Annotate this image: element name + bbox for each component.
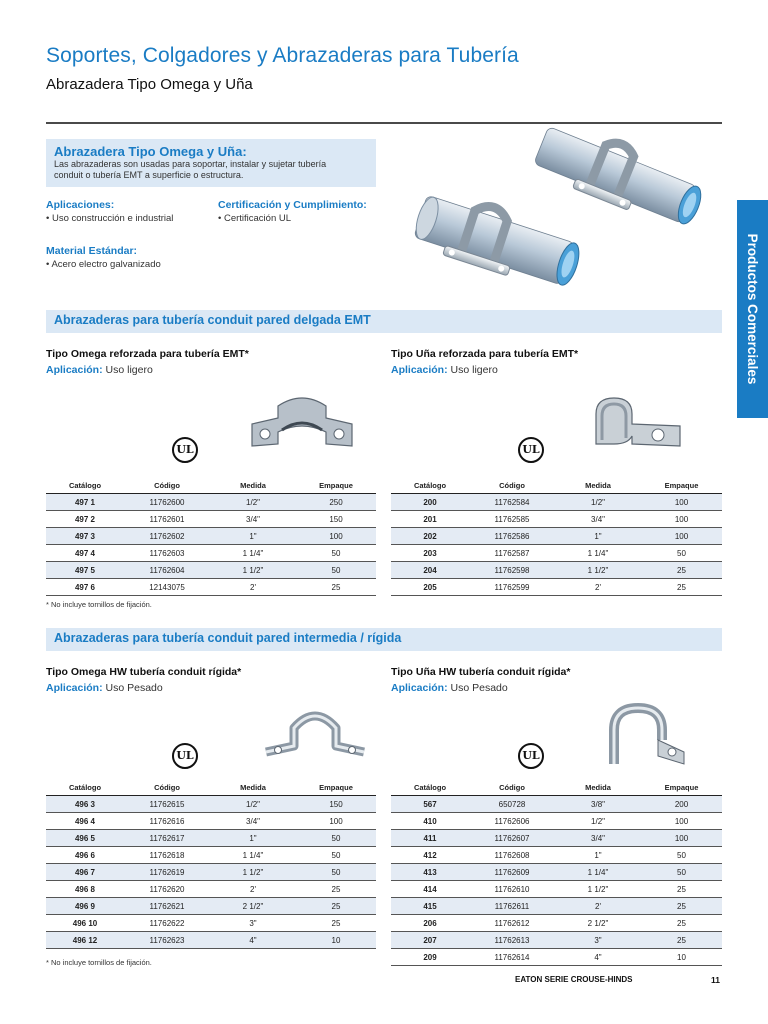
cell-empaque: 25 [641, 881, 722, 898]
cell-codigo: 11762621 [124, 898, 210, 915]
cell-codigo: 11762622 [124, 915, 210, 932]
cell-medida: 1 1/2" [555, 881, 641, 898]
ul-mark-icon: UL [172, 743, 198, 769]
cell-empaque: 50 [641, 847, 722, 864]
cell-medida: 3/8" [555, 796, 641, 813]
cell-catalogo: 496 10 [46, 915, 124, 932]
table-row [391, 494, 722, 511]
ul-mark-icon: UL [518, 437, 544, 463]
una-emt-clamp-image [588, 394, 686, 454]
una-hw-application [391, 682, 508, 694]
table-row [46, 579, 376, 596]
aplicaciones-block [46, 199, 173, 224]
cell-empaque: 10 [641, 949, 722, 966]
cell-empaque: 100 [641, 494, 722, 511]
cell-catalogo: 497 1 [46, 494, 124, 511]
cell-medida: 3" [210, 915, 296, 932]
table-row [391, 830, 722, 847]
col-empaque: Empaque [641, 478, 722, 494]
omega-hw-table [46, 780, 376, 949]
omega-hw-application [46, 682, 163, 694]
cell-empaque: 25 [296, 898, 376, 915]
table-row [391, 511, 722, 528]
table-row [46, 511, 376, 528]
col-medida: Medida [555, 478, 641, 494]
table-row [391, 864, 722, 881]
cell-catalogo: 414 [391, 881, 469, 898]
cell-empaque: 25 [296, 881, 376, 898]
col-catalogo: Catálogo [391, 780, 469, 796]
cell-codigo: 11762617 [124, 830, 210, 847]
col-medida: Medida [555, 780, 641, 796]
cell-catalogo: 207 [391, 932, 469, 949]
cell-medida: 1 1/4" [210, 545, 296, 562]
col-catalogo: Catálogo [391, 478, 469, 494]
table-row [391, 881, 722, 898]
una-emt-title: Tipo Uña reforzada para tubería EMT* [391, 348, 579, 360]
una-hw-clamp-image [598, 700, 688, 772]
cell-catalogo: 413 [391, 864, 469, 881]
cell-codigo: 11762620 [124, 881, 210, 898]
omega-hw-application-value: Uso Pesado [105, 682, 163, 694]
cell-medida: 2 1/2" [555, 915, 641, 932]
page-subtitle: Abrazadera Tipo Omega y Uña [46, 76, 253, 93]
cell-codigo: 11762604 [124, 562, 210, 579]
cell-codigo: 11762610 [469, 881, 555, 898]
intro-box [46, 139, 376, 187]
cell-codigo: 11762607 [469, 830, 555, 847]
application-key: Aplicación: [391, 682, 448, 694]
cell-codigo: 11762600 [124, 494, 210, 511]
cell-catalogo: 496 8 [46, 881, 124, 898]
cell-empaque: 100 [641, 528, 722, 545]
ul-mark-icon: UL [172, 437, 198, 463]
header-divider [46, 122, 722, 124]
material-block [46, 245, 161, 270]
table-row [391, 898, 722, 915]
omega-emt-table [46, 478, 376, 596]
cell-medida: 2' [555, 579, 641, 596]
material-item: • Acero electro galvanizado [46, 259, 161, 270]
cell-catalogo: 496 12 [46, 932, 124, 949]
cell-catalogo: 497 3 [46, 528, 124, 545]
cell-catalogo: 206 [391, 915, 469, 932]
cell-medida: 1 1/2" [210, 562, 296, 579]
una-emt-application-value: Uso ligero [450, 364, 498, 376]
una-emt-table [391, 478, 722, 596]
cell-empaque: 25 [296, 579, 376, 596]
section-emt-heading: Abrazaderas para tubería conduit pared delgada EMT [46, 310, 722, 333]
omega-hw-clamp-image [260, 702, 370, 770]
table-row [391, 949, 722, 966]
cell-codigo: 11762619 [124, 864, 210, 881]
cell-empaque: 200 [641, 796, 722, 813]
cell-medida: 3/4" [210, 511, 296, 528]
aplicaciones-label: Aplicaciones: [46, 199, 115, 211]
cell-medida: 1/2" [210, 796, 296, 813]
cell-codigo: 11762612 [469, 915, 555, 932]
cell-catalogo: 410 [391, 813, 469, 830]
cell-medida: 1 1/2" [210, 864, 296, 881]
cell-codigo: 11762608 [469, 847, 555, 864]
cell-codigo: 11762585 [469, 511, 555, 528]
cell-catalogo: 205 [391, 579, 469, 596]
page-number: 11 [711, 975, 720, 985]
certificacion-label: Certificación y Cumplimiento: [218, 199, 367, 211]
table-row [46, 915, 376, 932]
table-row [46, 813, 376, 830]
col-empaque: Empaque [296, 780, 376, 796]
cell-medida: 1" [210, 528, 296, 545]
cell-medida: 3/4" [210, 813, 296, 830]
cell-codigo: 12143075 [124, 579, 210, 596]
cell-catalogo: 496 9 [46, 898, 124, 915]
cell-codigo: 11762609 [469, 864, 555, 881]
cell-catalogo: 200 [391, 494, 469, 511]
table-row [391, 813, 722, 830]
cell-catalogo: 203 [391, 545, 469, 562]
intro-text-line2: conduit o tubería EMT a superficie o estructura. [54, 170, 244, 180]
section-rigida-heading: Abrazaderas para tubería conduit pared intermedia / rígida [46, 628, 722, 651]
cell-codigo: 11762602 [124, 528, 210, 545]
cell-catalogo: 497 4 [46, 545, 124, 562]
cell-medida: 3/4" [555, 830, 641, 847]
cell-medida: 3/4" [555, 511, 641, 528]
cell-codigo: 650728 [469, 796, 555, 813]
col-catalogo: Catálogo [46, 780, 124, 796]
cell-empaque: 50 [296, 847, 376, 864]
omega-emt-application [46, 364, 153, 376]
certificacion-item: • Certificación UL [218, 213, 292, 224]
col-catalogo: Catálogo [46, 478, 124, 494]
table-row [391, 528, 722, 545]
omega-hw-title: Tipo Omega HW tubería conduit rígida* [46, 666, 242, 678]
cell-empaque: 50 [641, 864, 722, 881]
cell-empaque: 100 [296, 813, 376, 830]
cell-medida: 1" [555, 528, 641, 545]
cell-empaque: 50 [296, 864, 376, 881]
cell-empaque: 250 [296, 494, 376, 511]
cell-catalogo: 496 7 [46, 864, 124, 881]
cell-empaque: 100 [641, 813, 722, 830]
cell-catalogo: 497 2 [46, 511, 124, 528]
cell-codigo: 11762616 [124, 813, 210, 830]
side-tab [737, 200, 768, 418]
cell-codigo: 11762623 [124, 932, 210, 949]
cell-empaque: 100 [641, 511, 722, 528]
side-tab-label: Productos Comerciales [745, 233, 760, 385]
cell-codigo: 11762606 [469, 813, 555, 830]
cell-catalogo: 209 [391, 949, 469, 966]
cell-medida: 1 1/4" [210, 847, 296, 864]
col-empaque: Empaque [296, 478, 376, 494]
cell-medida: 1 1/4" [555, 545, 641, 562]
cell-codigo: 11762603 [124, 545, 210, 562]
cell-codigo: 11762601 [124, 511, 210, 528]
cell-empaque: 50 [296, 545, 376, 562]
cell-medida: 3" [555, 932, 641, 949]
cell-empaque: 25 [641, 915, 722, 932]
application-key: Aplicación: [46, 682, 103, 694]
table-row [46, 528, 376, 545]
cell-codigo: 11762599 [469, 579, 555, 596]
cell-codigo: 11762584 [469, 494, 555, 511]
una-emt-application [391, 364, 498, 376]
certificacion-block [218, 199, 367, 224]
cell-catalogo: 496 3 [46, 796, 124, 813]
cell-medida: 1" [555, 847, 641, 864]
cell-medida: 1 1/4" [555, 864, 641, 881]
table-row [46, 562, 376, 579]
una-hw-table [391, 780, 722, 966]
cell-codigo: 11762586 [469, 528, 555, 545]
omega-emt-note: * No incluye tornillos de fijación. [46, 600, 152, 609]
cell-catalogo: 496 5 [46, 830, 124, 847]
table-row [391, 579, 722, 596]
cell-codigo: 11762615 [124, 796, 210, 813]
cell-empaque: 25 [641, 932, 722, 949]
cell-catalogo: 496 4 [46, 813, 124, 830]
table-row [391, 932, 722, 949]
cell-empaque: 150 [296, 511, 376, 528]
cell-catalogo: 411 [391, 830, 469, 847]
omega-hw-note: * No incluye tornillos de fijación. [46, 958, 152, 967]
material-label: Material Estándar: [46, 245, 138, 257]
cell-medida: 1/2" [555, 494, 641, 511]
una-hw-application-value: Uso Pesado [450, 682, 508, 694]
cell-catalogo: 201 [391, 511, 469, 528]
cell-codigo: 11762611 [469, 898, 555, 915]
table-row [46, 830, 376, 847]
footer-brand: EATON SERIE CROUSE-HINDS [515, 975, 633, 984]
cell-empaque: 25 [641, 562, 722, 579]
cell-empaque: 150 [296, 796, 376, 813]
cell-medida: 4" [555, 949, 641, 966]
cell-catalogo: 497 5 [46, 562, 124, 579]
cell-medida: 2' [210, 881, 296, 898]
col-codigo: Código [124, 780, 210, 796]
aplicaciones-item: • Uso construcción e industrial [46, 213, 174, 224]
cell-empaque: 50 [296, 830, 376, 847]
table-row [46, 847, 376, 864]
cell-medida: 2' [555, 898, 641, 915]
intro-title: Abrazadera Tipo Omega y Uña: [54, 144, 247, 159]
cell-catalogo: 202 [391, 528, 469, 545]
cell-catalogo: 567 [391, 796, 469, 813]
ul-mark-icon: UL [518, 743, 544, 769]
cell-codigo: 11762587 [469, 545, 555, 562]
table-row [46, 494, 376, 511]
table-row [46, 545, 376, 562]
cell-empaque: 100 [641, 830, 722, 847]
col-medida: Medida [210, 478, 296, 494]
table-row [391, 562, 722, 579]
omega-emt-clamp-image [248, 394, 356, 456]
cell-medida: 2 1/2" [210, 898, 296, 915]
cell-catalogo: 412 [391, 847, 469, 864]
table-row [391, 545, 722, 562]
application-key: Aplicación: [391, 364, 448, 376]
table-row [46, 864, 376, 881]
cell-catalogo: 415 [391, 898, 469, 915]
col-empaque: Empaque [641, 780, 722, 796]
table-row [391, 796, 722, 813]
col-medida: Medida [210, 780, 296, 796]
application-key: Aplicación: [46, 364, 103, 376]
cell-medida: 2' [210, 579, 296, 596]
cell-catalogo: 497 6 [46, 579, 124, 596]
cell-catalogo: 496 6 [46, 847, 124, 864]
cell-codigo: 11762598 [469, 562, 555, 579]
page-title: Soportes, Colgadores y Abrazaderas para Tubería [46, 44, 519, 67]
cell-medida: 1/2" [210, 494, 296, 511]
cell-medida: 1" [210, 830, 296, 847]
cell-medida: 1 1/2" [555, 562, 641, 579]
omega-emt-title: Tipo Omega reforzada para tubería EMT* [46, 348, 249, 360]
table-row [46, 881, 376, 898]
cell-empaque: 100 [296, 528, 376, 545]
cell-medida: 1/2" [555, 813, 641, 830]
cell-empaque: 50 [641, 545, 722, 562]
cell-codigo: 11762618 [124, 847, 210, 864]
table-row [46, 898, 376, 915]
una-hw-title: Tipo Uña HW tubería conduit rígida* [391, 666, 571, 678]
table-row [391, 847, 722, 864]
cell-catalogo: 204 [391, 562, 469, 579]
cell-empaque: 10 [296, 932, 376, 949]
cell-empaque: 25 [296, 915, 376, 932]
omega-emt-application-value: Uso ligero [105, 364, 153, 376]
table-row [46, 932, 376, 949]
cell-medida: 4" [210, 932, 296, 949]
cell-codigo: 11762613 [469, 932, 555, 949]
col-codigo: Código [124, 478, 210, 494]
pipes-clamps-illustration [410, 125, 710, 300]
col-codigo: Código [469, 478, 555, 494]
cell-empaque: 50 [296, 562, 376, 579]
intro-text-line1: Las abrazaderas son usadas para soportar, instalar y sujetar tubería [54, 159, 327, 169]
cell-codigo: 11762614 [469, 949, 555, 966]
table-row [46, 796, 376, 813]
table-row [391, 915, 722, 932]
cell-empaque: 25 [641, 579, 722, 596]
col-codigo: Código [469, 780, 555, 796]
cell-empaque: 25 [641, 898, 722, 915]
